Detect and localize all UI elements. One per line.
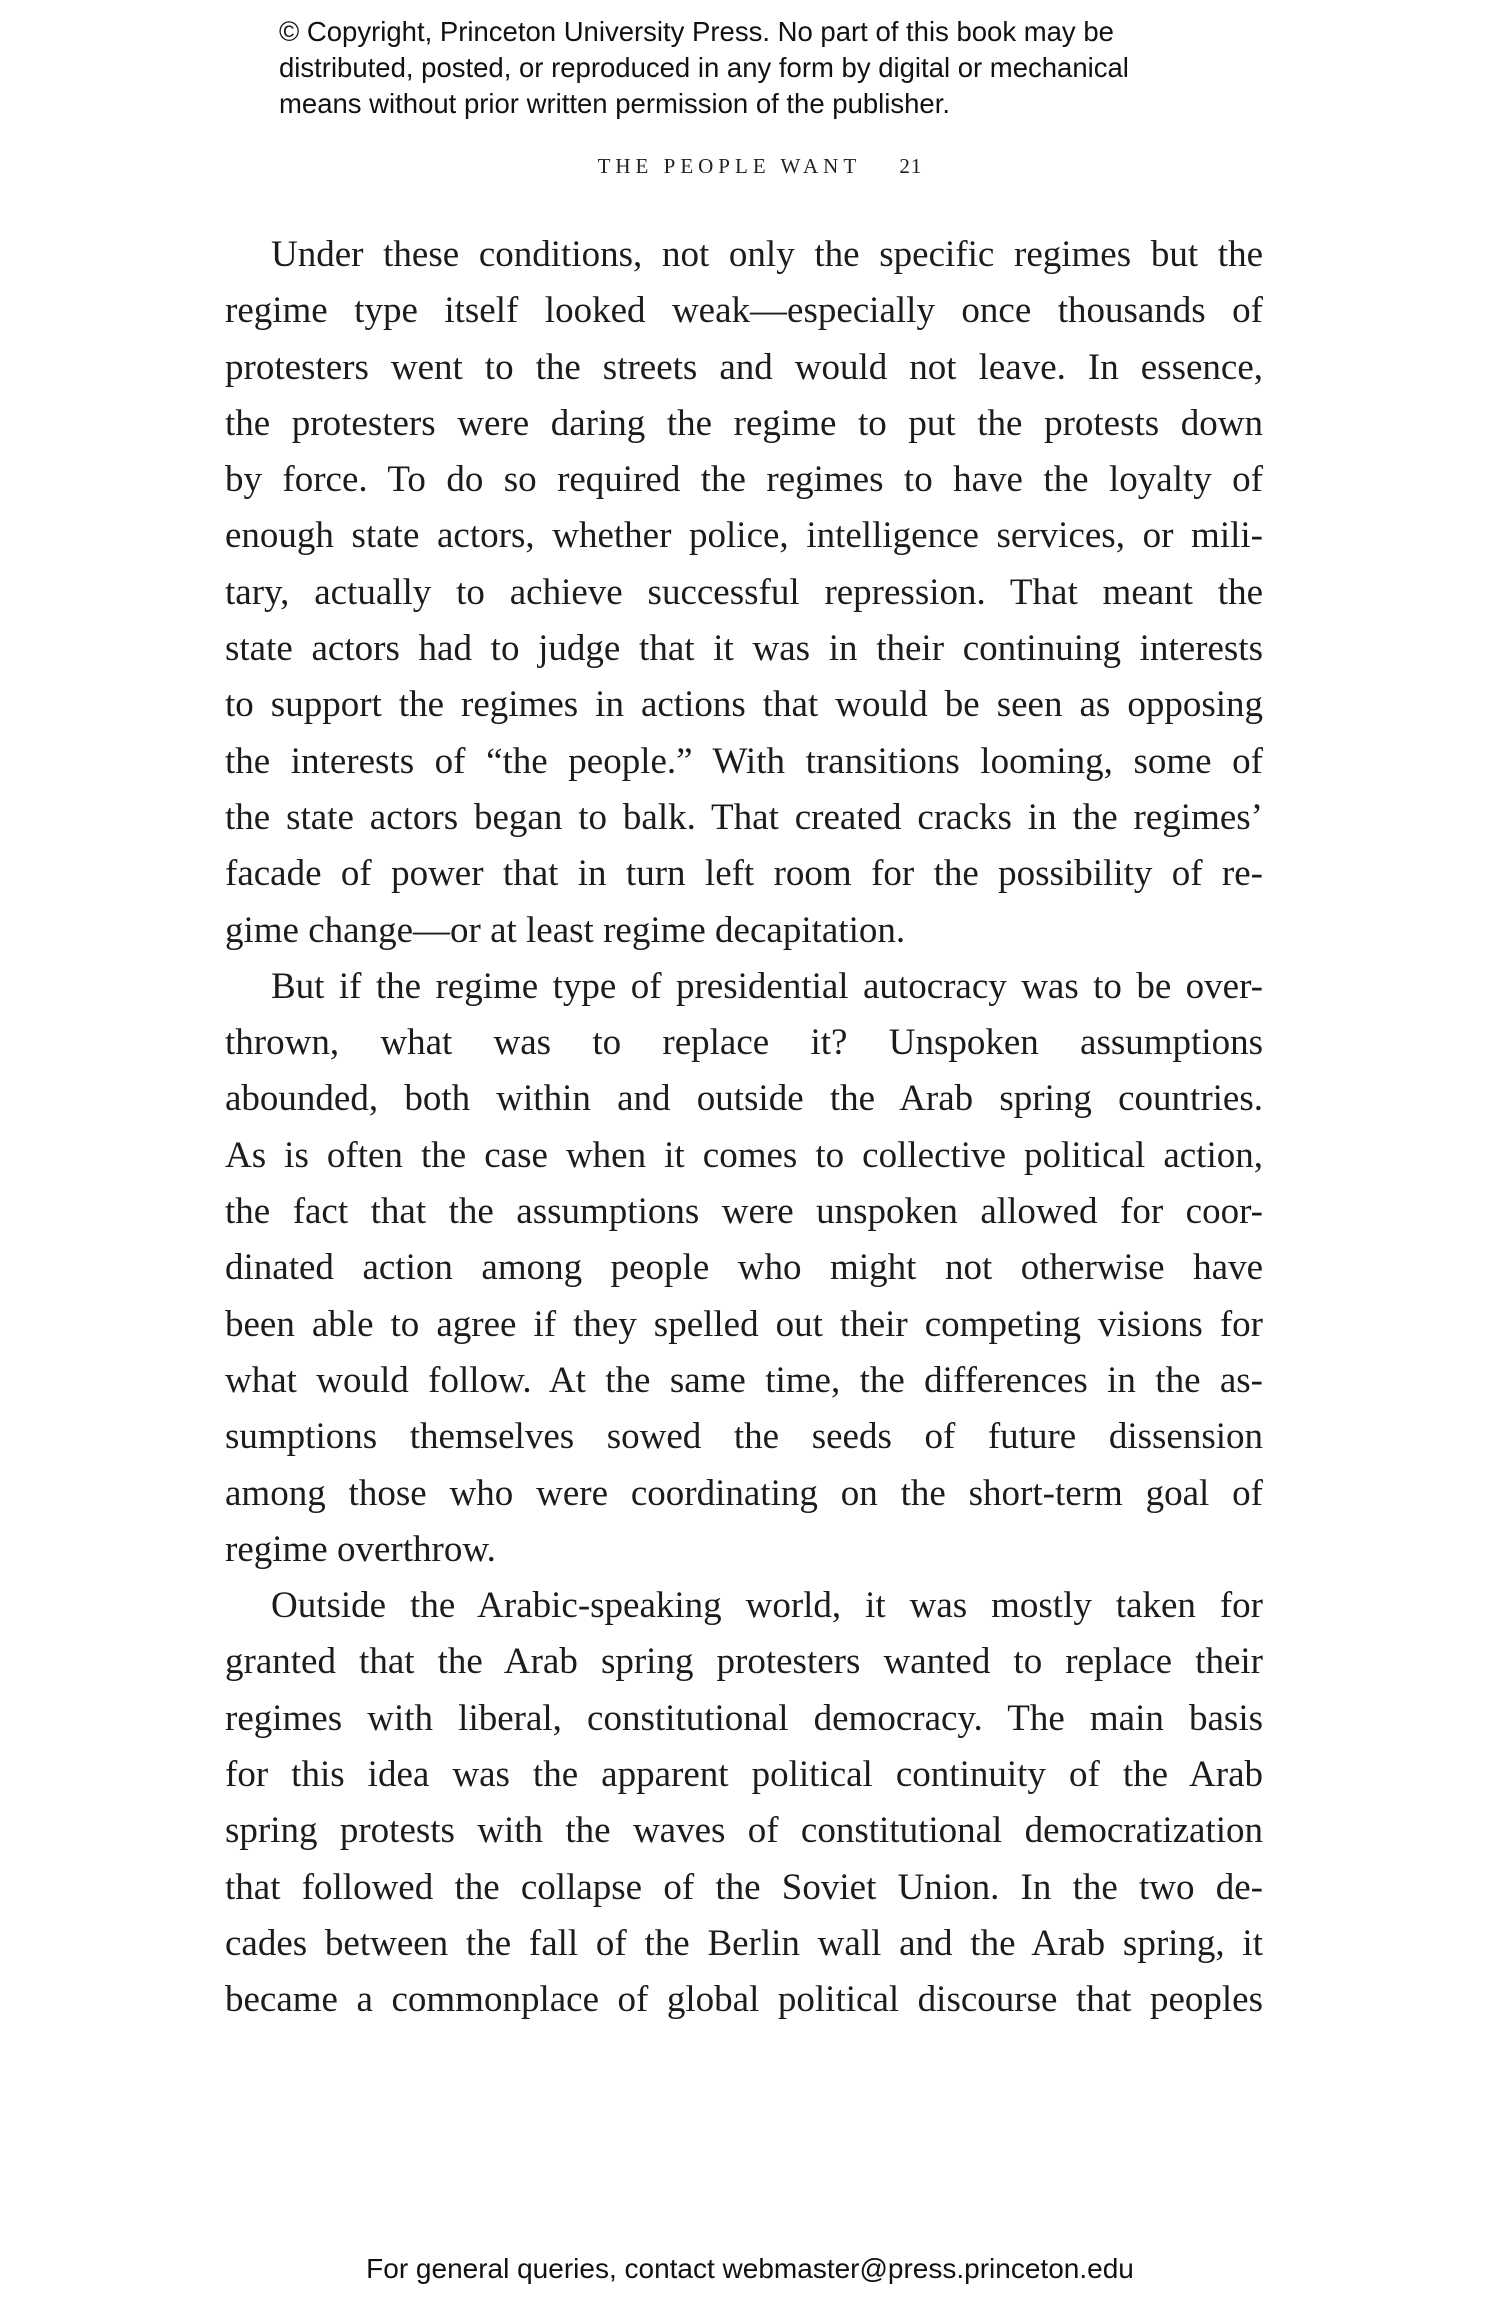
copyright-line: distributed, posted, or reproduced in any form by digital or mechanical (279, 52, 1129, 83)
text-line: regime type itself looked weak—especially once thousands of (225, 290, 1263, 332)
footer-contact: For general queries, contact webmaster@press.princeton.edu (366, 2253, 1134, 2284)
text-line: the fact that the assumptions were unspoken allowed for coor- (225, 1191, 1263, 1233)
text-line: facade of power that in turn left room for the possibility of re- (225, 853, 1263, 895)
copyright-line: means without prior written permission of the publisher. (279, 88, 951, 119)
text-line: As is often the case when it comes to collective political action, (225, 1134, 1263, 1176)
running-head (0, 154, 1500, 179)
text-line: what would follow. At the same time, the differences in the as- (225, 1359, 1263, 1401)
text-line: granted that the Arab spring protesters wanted to replace their (225, 1641, 1263, 1683)
paragraph (225, 227, 1263, 959)
text-line: Outside the Arabic-speaking world, it was mostly taken for (271, 1585, 1263, 1627)
text-line: spring protests with the waves of constitutional democratization (225, 1810, 1263, 1852)
copyright-notice (279, 14, 1279, 122)
text-line: tary, actually to achieve successful repression. That meant the (225, 571, 1263, 613)
text-line: abounded, both within and outside the Arab spring countries. (225, 1078, 1263, 1120)
text-line: regimes with liberal, constitutional democracy. The main basis (225, 1697, 1263, 1739)
text-line: became a commonplace of global political discourse that peoples (225, 1979, 1263, 2021)
text-line: among those who were coordinating on the short-term goal of (225, 1472, 1263, 1514)
text-line: the state actors began to balk. That created cracks in the regimes’ (225, 796, 1263, 838)
text-line: enough state actors, whether police, intelligence services, or mili- (225, 515, 1263, 557)
body-text (225, 227, 1263, 2029)
text-line: dinated action among people who might not otherwise have (225, 1247, 1263, 1289)
paragraph (225, 959, 1263, 1578)
text-line: thrown, what was to replace it? Unspoken assumptions (225, 1022, 1263, 1064)
text-line: that followed the collapse of the Soviet Union. In the two de- (225, 1866, 1263, 1908)
text-line: been able to agree if they spelled out their competing visions for (225, 1303, 1263, 1345)
text-line: sumptions themselves sowed the seeds of future dissension (225, 1416, 1263, 1458)
text-line: to support the regimes in actions that would be seen as opposing (225, 684, 1263, 726)
text-line: for this idea was the apparent political continuity of the Arab (225, 1754, 1263, 1796)
text-line: state actors had to judge that it was in their continuing interests (225, 628, 1263, 670)
text-line: the interests of “the people.” With transitions looming, some of (225, 740, 1263, 782)
copyright-line: © Copyright, Princeton University Press. No part of this book may be (279, 16, 1114, 47)
running-head-title: THE PEOPLE WANT (597, 154, 862, 178)
text-line: the protesters were daring the regime to put the protests down (225, 402, 1263, 444)
text-line: by force. To do so required the regimes to have the loyalty of (225, 459, 1263, 501)
paragraph (225, 1578, 1263, 2028)
text-line: cades between the fall of the Berlin wall and the Arab spring, it (225, 1922, 1263, 1964)
text-line: regime overthrow. (225, 1528, 496, 1570)
text-line: gime change—or at least regime decapitation. (225, 909, 906, 951)
text-line: protesters went to the streets and would not leave. In essence, (225, 346, 1263, 388)
text-line: Under these conditions, not only the specific regimes but the (271, 234, 1263, 275)
text-line: But if the regime type of presidential autocracy was to be over- (271, 965, 1263, 1007)
page-number: 21 (899, 154, 923, 178)
